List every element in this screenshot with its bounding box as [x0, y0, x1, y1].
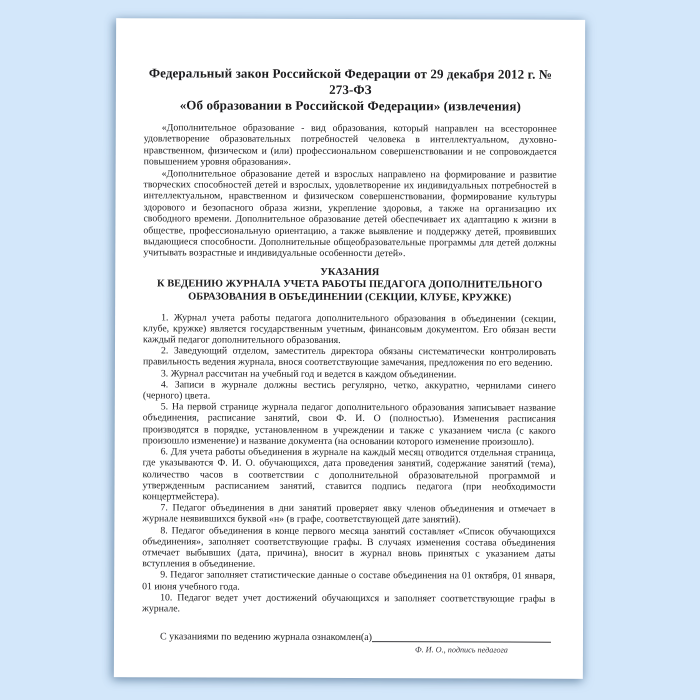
document-title	[144, 65, 557, 114]
instruction-item: 8. Педагог объединения в конце первого месяца занятий составляет «Список обучающихся объединения», заполняет соответствующие графы. В случаях изменения состава объединения отмечает выбывших (дата, причина), вносит в журнал вновь принятых с указанием даты вступления в объединение.	[142, 524, 556, 570]
signature-block	[372, 632, 551, 654]
acknowledgement-row	[142, 631, 555, 654]
document-title-line-2: «Об образовании в Российской Федерации» (извлечения)	[179, 97, 521, 114]
document-page	[114, 18, 585, 679]
intro-paragraph: «Дополнительное образование - вид образования, который направлен на всестороннее удовлетворение образовательных потребностей человека в интеллектуальном, духовно-нравственном, физическом и (или) профессиональном совершенствовании и не сопровождается повышением уровня образования».	[143, 122, 557, 169]
instructions-list	[142, 312, 556, 616]
section-heading	[143, 266, 556, 305]
section-heading-line-2: К ВЕДЕНИЮ ЖУРНАЛА УЧЕТА РАБОТЫ ПЕДАГОГА ДОПОЛНИТЕЛЬНОГО	[157, 278, 543, 292]
instruction-item: 10. Педагог ведет учет достижений обучающихся и заполняет соответствующие графы в журнале.	[142, 592, 556, 615]
acknowledgement-text: С указаниями по ведению журнала ознакомлен(а)	[159, 631, 373, 644]
instruction-item: 7. Педагог объединения в дни занятий проверяет явку членов объединения и отмечает в журнале неявившихся буквой «н» (в графе, соответствующей дате занятий).	[142, 502, 556, 526]
document-title-line-1: Федеральный закон Российской Федерации от 29 декабря 2012 г. № 273-ФЗ	[148, 65, 553, 98]
section-heading-line-3: ОБРАЗОВАНИЯ В ОБЪЕДИНЕНИИ (СЕКЦИИ, КЛУБЕ, КРУЖКЕ)	[188, 291, 512, 304]
instruction-item: 9. Педагог заполняет статистические данные о составе объединения на 01 октября, 01 января, 01 июня учебного года.	[142, 569, 556, 593]
instruction-item: 3. Журнал рассчитан на учебный год и ведется в каждом объединении.	[160, 368, 457, 381]
signature-caption: Ф. И. О., подпись педагога	[414, 644, 508, 655]
instruction-item: 6. Для учета работы объединения в журнале на каждый месяц отводится отдельная страница, где указываются Ф. И. О. обучающихся, дата проведения занятий, содержание занятий (тема), количество часов в соответствии с дополнительной образовательной программой и утвержденным расписанием занятий, ставится подпись педагога (при необходимости концертмейстера).	[142, 446, 556, 503]
intro-paragraph: «Дополнительное образование детей и взрослых направлено на формирование и развитие творческих способностей детей и взрослых, удовлетворение их индивидуальных потребностей в интеллектуальном, нравственном и физическом совершенствовании, формирование культуры здорового и безопасного образа жизни, укрепление здоровья, а также на организацию их свободного времени. Дополнительное образование детей обеспечивает их адаптацию к жизни в обществе, профессиональную ориентацию, а также выявление и поддержку детей, проявивших выдающиеся способности. Дополнительные общеобразовательные программы для детей должны учитывать возрастные и индивидуальные особенности детей».	[143, 167, 557, 260]
instruction-item: 2. Заведующий отделом, заместитель директора обязаны систематически контролировать правильность ведения журнала, внося соответствующие замечания, предложения по его ведению.	[142, 345, 557, 370]
section-heading-line-1: УКАЗАНИЯ	[320, 266, 380, 278]
signature-line	[372, 632, 551, 643]
instruction-item: 5. На первой странице журнала педагог дополнительного образования записывает название объединения, расписание занятий, свои Ф. И. О (полностью). Изменения расписания производятся в порядке, установленном в учреждении и также с указанием числа (с какого произошло изменение) и название документа (на основании которого изменение произошло).	[142, 401, 556, 448]
instruction-item: 4. Записи в журнале должны вестись регулярно, четко, аккуратно, чернилами синего (черного) цвета.	[142, 379, 556, 402]
document-content	[114, 18, 585, 654]
intro-section	[143, 122, 556, 260]
instruction-item: 1. Журнал учета работы педагога дополнительного образования в объединении (секции, клубе, кружке) является государственным учетным, финансовым документом. Его обязан вести каждый педагог дополнительного образования.	[143, 311, 557, 347]
